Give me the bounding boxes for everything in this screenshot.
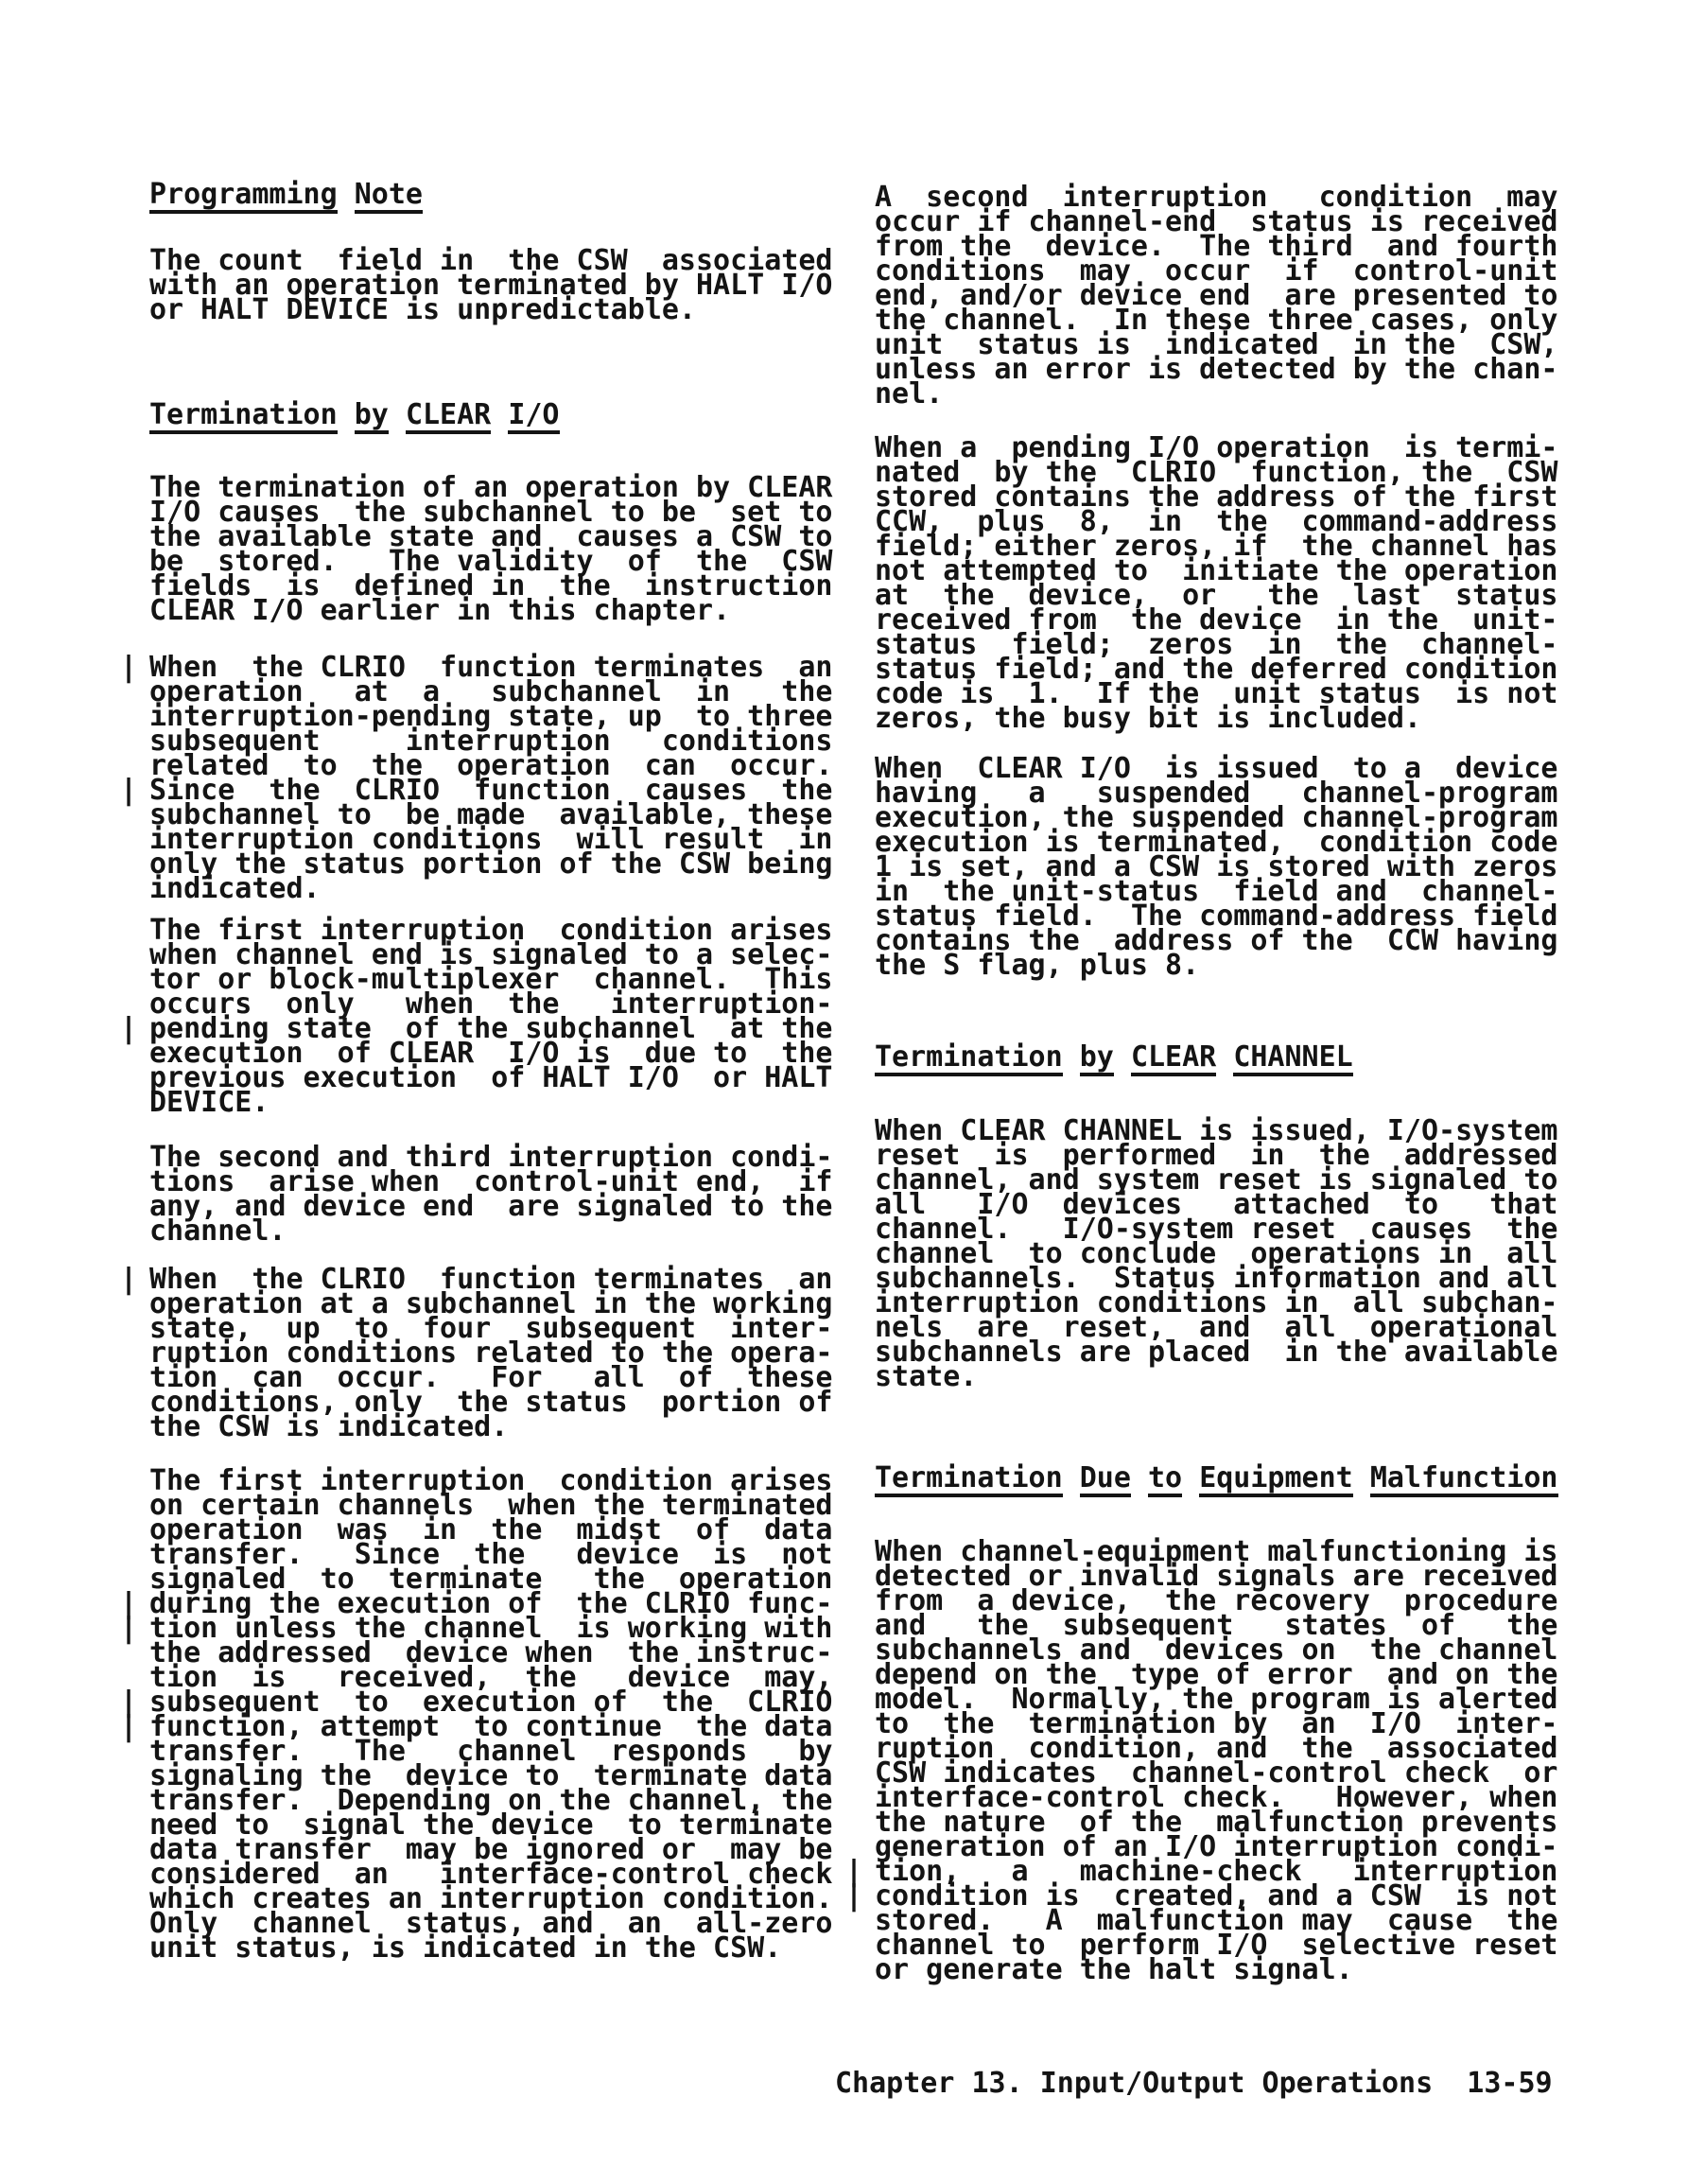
line-text: subchannels and devices on the channel [875, 1634, 1558, 1667]
line-text: stored. A malfunction may cause the [875, 1904, 1558, 1937]
line-text: state, up to four subsequent inter- [149, 1312, 833, 1345]
line-text: pending state of the subchannel at the [149, 1012, 833, 1045]
change-bar: | [120, 1012, 138, 1045]
change-bar: | [120, 1710, 138, 1743]
change-bar: | [120, 1612, 138, 1645]
line-text: signaled to terminate the operation [149, 1563, 833, 1596]
line-text: the nature of the malfunction prevents [875, 1806, 1558, 1839]
line-text: nated by the CLRIO function, the CSW [875, 456, 1558, 489]
line-text: indicated. [149, 872, 321, 905]
body-paragraph [120, 1464, 833, 1965]
line-text: at the device, or the last status [875, 579, 1558, 612]
line-text: or HALT DEVICE is unpredictable. [149, 293, 696, 326]
line-text: The count field in the CSW associated [149, 244, 833, 277]
line-text: When the CLRIO function terminates an [149, 1263, 833, 1296]
line-text: When channel-equipment malfunctioning is [875, 1535, 1558, 1568]
line-text: the CSW is indicated. [149, 1410, 509, 1443]
heading-word: Malfunction [1370, 1466, 1558, 1497]
line-text: signaling the device to terminate data [149, 1759, 833, 1792]
line-text: status field; and the deferred condition [875, 653, 1558, 686]
line-text: conditions, only the status portion of [149, 1386, 833, 1419]
change-bar: | [120, 1587, 138, 1620]
line-text: unit status is indicated in the CSW, [875, 328, 1558, 361]
line-text: related to the operation can occur. [149, 749, 833, 782]
line-text: occur if channel-end status is received [875, 205, 1558, 238]
line-text: tion is received, the device may, [149, 1661, 833, 1694]
text-line [149, 872, 832, 905]
line-text: channel, and system reset is signaled to [875, 1163, 1558, 1197]
line-text: I/O causes the subchannel to be set to [149, 496, 833, 529]
line-text: when channel end is signaled to a selec- [149, 938, 833, 971]
line-text: from a device, the recovery procedure [875, 1584, 1558, 1617]
line-text: Only channel status, and an all-zero [149, 1907, 833, 1940]
line-text: subchannels. Status information and all [875, 1262, 1558, 1295]
line-text: CLEAR I/O earlier in this chapter. [149, 594, 731, 627]
body-paragraph [149, 244, 833, 326]
change-bar: | [845, 1855, 863, 1888]
line-text: nels are reset, and all operational [875, 1311, 1558, 1344]
section-heading [149, 178, 423, 214]
line-text: model. Normally, the program is alerted [875, 1683, 1558, 1716]
change-bar: | [120, 651, 138, 684]
text-line [149, 1931, 832, 1965]
body-paragraph [149, 1141, 833, 1248]
text-line [149, 594, 832, 627]
line-text: unit status, is indicated in the CSW. [149, 1931, 782, 1965]
body-paragraph [120, 1263, 833, 1443]
heading-word: CLEAR [406, 403, 491, 434]
line-text: the channel. In these three cases, only [875, 304, 1558, 337]
line-text: code is 1. If the unit status is not [875, 677, 1558, 710]
change-bar: | [120, 774, 138, 807]
line-text: having a suspended channel-program [875, 777, 1558, 810]
body-paragraph [120, 914, 833, 1119]
line-text: the S flag, plus 8. [875, 949, 1200, 982]
line-text: which creates an interruption condition. [149, 1882, 833, 1915]
line-text: occurs only when the interruption- [149, 987, 833, 1021]
line-text: ruption condition, and the associated [875, 1732, 1558, 1765]
line-text: status field; zeros in the channel- [875, 628, 1558, 661]
section-heading [875, 1461, 1558, 1497]
line-text: any, and device end are signaled to the [149, 1190, 833, 1223]
line-text: execution of CLEAR I/O is due to the [149, 1037, 833, 1070]
line-text: subsequent interruption conditions [149, 725, 833, 758]
heading-word: to [1148, 1466, 1182, 1497]
line-text: previous execution of HALT I/O or HALT [149, 1061, 833, 1094]
change-bar: | [845, 1879, 863, 1913]
text-line [149, 1214, 832, 1248]
change-bar: | [120, 1686, 138, 1719]
line-text: subsequent to execution of the CLRIO [149, 1686, 833, 1719]
line-text: only the status portion of the CSW being [149, 847, 833, 881]
line-text: status field. The command-address field [875, 900, 1558, 933]
line-text: reset is performed in the addressed [875, 1139, 1558, 1172]
line-text: to the termination by an I/O inter- [875, 1707, 1558, 1740]
right-column [845, 0, 1593, 2184]
body-paragraph [149, 471, 833, 627]
line-text: or generate the halt signal. [875, 1953, 1353, 1986]
line-text: A second interruption condition may [875, 181, 1558, 214]
line-text: condition is created, and a CSW is not [875, 1879, 1558, 1913]
page-footer: Chapter 13. Input/Output Operations 13-59 [835, 2067, 1553, 2100]
line-text: from the device. The third and fourth [875, 230, 1558, 263]
line-text: tor or block-multiplexer channel. This [149, 963, 833, 996]
line-text: function, attempt to continue the data [149, 1710, 833, 1743]
line-text: conditions may occur if control-unit [875, 254, 1558, 288]
heading-word: Termination [875, 1045, 1063, 1076]
line-text: and the subsequent states of the [875, 1609, 1558, 1642]
line-text: channel. I/O-system reset causes the [875, 1213, 1558, 1246]
line-text: operation at a subchannel in the working [149, 1287, 833, 1320]
line-text: tion unless the channel is working with [149, 1612, 833, 1645]
line-text: interruption conditions will result in [149, 823, 833, 856]
line-text: channel. [149, 1214, 287, 1248]
heading-word: Note [355, 183, 423, 214]
line-text: interruption conditions in all subchan- [875, 1286, 1558, 1319]
line-text: subchannels are placed in the available [875, 1336, 1558, 1369]
line-text: data transfer may be ignored or may be [149, 1833, 833, 1866]
line-text: The termination of an operation by CLEAR [149, 471, 833, 504]
text-line [875, 1953, 1557, 1986]
line-text: considered an interface-control check [149, 1858, 833, 1891]
line-text: zeros, the busy bit is included. [875, 702, 1421, 735]
line-text: on certain channels when the terminated [149, 1489, 833, 1522]
line-text: CSW indicates channel-control check or [875, 1756, 1558, 1790]
line-text: The first interruption condition arises [149, 914, 833, 947]
body-paragraph [875, 431, 1558, 735]
line-text: channel to conclude operations in all [875, 1237, 1558, 1270]
line-text: ruption conditions related to the opera- [149, 1337, 833, 1370]
line-text: interruption-pending state, up to three [149, 700, 833, 733]
line-text: subchannel to be made available, these [149, 798, 833, 831]
text-line [875, 353, 1558, 386]
line-text: operation at a subchannel in the [149, 675, 833, 708]
line-text: state. [875, 1360, 978, 1393]
line-text: interface-control check. However, when [875, 1781, 1558, 1814]
line-text: When a pending I/O operation is termi- [875, 431, 1558, 464]
line-text: nel. [875, 377, 944, 411]
body-paragraph [875, 752, 1558, 982]
heading-word: Termination [875, 1466, 1063, 1497]
text-line [149, 1086, 832, 1119]
line-text: be stored. The validity of the CSW [149, 545, 833, 578]
heading-word: Programming [149, 183, 338, 214]
line-text: with an operation terminated by HALT I/O [149, 269, 833, 302]
line-text: Since the CLRIO function causes the [149, 774, 833, 807]
line-text: need to signal the device to terminate [149, 1808, 833, 1842]
line-text: DEVICE. [149, 1086, 270, 1119]
text-line [875, 1360, 1557, 1393]
text-line [875, 702, 1557, 735]
text-line [149, 1410, 832, 1443]
change-bar: | [120, 1263, 138, 1296]
line-text: the addressed device when the instruc- [149, 1636, 833, 1669]
line-text: tion, a machine-check interruption [875, 1855, 1558, 1888]
text-line [875, 377, 1557, 411]
heading-word: by [355, 403, 389, 434]
line-text: execution, the suspended channel-program [875, 801, 1558, 834]
heading-word: CLEAR [1131, 1045, 1216, 1076]
line-text: contains the address of the CCW having [875, 924, 1558, 957]
line-text: field; either zeros, if the channel has [875, 530, 1558, 563]
line-text: transfer. Since the device is not [149, 1538, 833, 1571]
text-line [149, 293, 832, 326]
text-line [875, 949, 1557, 982]
line-text: not attempted to initiate the operation [875, 554, 1558, 587]
line-text: When the CLRIO function terminates an [149, 651, 833, 684]
line-text: fields is defined in the instruction [149, 569, 833, 603]
line-text: channel to perform I/O selective reset [875, 1929, 1558, 1962]
line-text: the available state and causes a CSW to [149, 520, 833, 553]
line-text: tions arise when control-unit end, if [149, 1165, 833, 1198]
body-paragraph [875, 1114, 1558, 1393]
line-text: unless an error is detected by the chan- [875, 353, 1558, 386]
body-paragraph [875, 181, 1558, 411]
section-heading [875, 1040, 1353, 1076]
heading-word: I/O [508, 403, 559, 434]
line-text: transfer. Depending on the channel, the [149, 1784, 833, 1817]
heading-word: Termination [149, 403, 338, 434]
line-text: end, and/or device end are presented to [875, 279, 1558, 312]
line-text: operation was in the midst of data [149, 1513, 833, 1546]
line-text: transfer. The channel responds by [149, 1735, 833, 1768]
body-paragraph [120, 651, 833, 905]
line-text: execution is terminated, condition code [875, 826, 1558, 859]
section-heading [149, 398, 560, 434]
line-text: The first interruption condition arises [149, 1464, 833, 1497]
line-text: in the unit-status field and channel- [875, 875, 1558, 908]
heading-word: CHANNEL [1233, 1045, 1352, 1076]
line-text: The second and third interruption condi- [149, 1141, 833, 1174]
line-text: depend on the type of error and on the [875, 1658, 1558, 1691]
line-text: When CLEAR CHANNEL is issued, I/O-system [875, 1114, 1558, 1147]
line-text: received from the device in the unit- [875, 603, 1558, 637]
heading-word: by [1080, 1045, 1114, 1076]
line-text: When CLEAR I/O is issued to a device [875, 752, 1558, 785]
line-text: stored contains the address of the first [875, 480, 1558, 514]
body-paragraph [845, 1535, 1558, 1986]
line-text: CCW, plus 8, in the command-address [875, 505, 1558, 538]
line-text: all I/O devices attached to that [875, 1188, 1558, 1221]
line-text: during the execution of the CLRIO func- [149, 1587, 833, 1620]
line-text: 1 is set, and a CSW is stored with zeros [875, 850, 1558, 883]
line-text: generation of an I/O interruption condi- [875, 1830, 1558, 1863]
line-text: tion can occur. For all of these [149, 1361, 833, 1394]
heading-word: Due [1080, 1466, 1131, 1497]
heading-word: Equipment [1199, 1466, 1353, 1497]
line-text: detected or invalid signals are received [875, 1560, 1558, 1593]
left-column [120, 0, 868, 2184]
